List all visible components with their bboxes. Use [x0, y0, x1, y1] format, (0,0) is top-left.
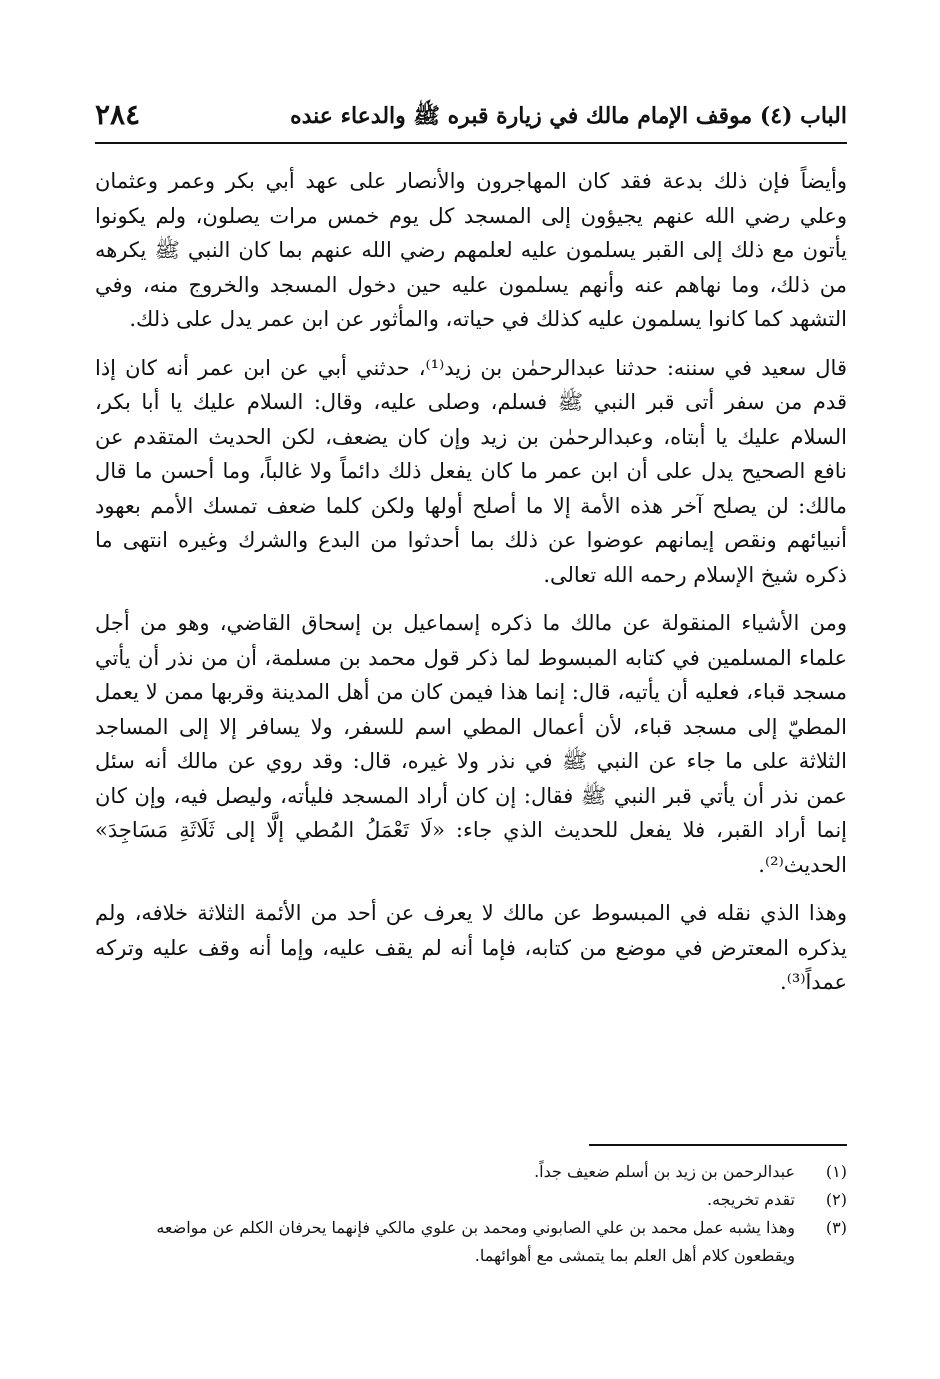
footnote-number: (١) — [825, 1162, 847, 1181]
footnote-1 — [95, 1158, 847, 1186]
footnote-number: (٢) — [825, 1190, 847, 1209]
footnote-2 — [95, 1186, 847, 1214]
footnote-3 — [95, 1214, 847, 1270]
footnote-text: عبدالرحمن بن زيد بن أسلم ضعيف جداً. — [534, 1162, 795, 1181]
paragraph-2: قال سعيد في سننه: حدثنا عبدالرحمٰن بن زيد⁽¹⁾، حدثني أبي عن ابن عمر أنه كان إذا قدم من سفر أتى قبر النبي ﷺ فسلم، وصلى عليه، وقال: السلام عليك يا أبا بكر، السلام عليك يا أبتاه، وعبدالرحمٰن بن زيد وإن كان يضعف، لكن الحديث المتقدم عن نافع الصحيح يدل على أن ابن عمر ما كان يفعل ذلك دائماً ولا غالباً، وما أحسن ما قال مالك: لن يصلح آخر هذه الأمة إلا ما أصلح أولها ولكن كلما ضعف تمسك الأمم بعهود أنبيائهم ونقص إيمانهم عوضوا عن ذلك بما أحدثوا من البدع والشرك وغيره انتهى ما ذكره شيخ الإسلام رحمه الله تعالى. — [95, 355, 847, 587]
footnote-text: تقدم تخريجه. — [707, 1190, 795, 1209]
book-page — [95, 96, 847, 1336]
footnote-number: (٣) — [825, 1218, 847, 1237]
chapter-title: الباب (٤) موقف الإمام مالك في زيارة قبره ﷺ والدعاء عنده — [290, 103, 847, 129]
footnote-separator — [589, 1144, 847, 1146]
page-number: ٢٨٤ — [95, 98, 141, 131]
main-text — [95, 164, 847, 1000]
paragraph-4: وهذا الذي نقله في المبسوط عن مالك لا يعرف عن أحد من الأئمة الثلاثة خلافه، ولم يذكره المعترض في موضع من كتابه، فإما أنه لم يقف عليه، وإما أنه وقف عليه وتركه عمداً⁽³⁾. — [95, 901, 847, 994]
page-header — [95, 96, 847, 144]
paragraph-3: ومن الأشياء المنقولة عن مالك ما ذكره إسماعيل بن إسحاق القاضي، وهو من أجل علماء المسلمين في كتابه المبسوط لما ذكر قول محمد بن مسلمة، أن من نذر أن يأتي مسجد قباء، فعليه أن يأتيه، قال: إنما هذا فيمن كان من أهل المدينة وقربها ممن لا يعمل المطيّ إلى مسجد قباء، لأن أعمال المطي اسم للسفر، ولا يسافر إلا إلى المساجد الثلاثة على ما جاء عن النبي ﷺ في نذر ولا غيره، قال: وقد روي عن مالك أنه سئل عمن نذر أن يأتي قبر النبي ﷺ فقال: إن كان أراد المسجد فليأته، وليصل فيه، وإن كان إنما أراد القبر، فلا يفعل للحديث الذي جاء: «لَا تَعْمَلُ المُطي إلَّا إلى ثَلَاثَةِ مَسَاجِدَ» الحديث⁽²⁾. — [95, 611, 847, 877]
footnotes — [95, 1158, 847, 1270]
footnote-text: وهذا يشبه عمل محمد بن علي الصابوني ومحمد بن علوي مالكي فإنهما يحرفان الكلم عن مواضعه ويقطعون كلام أهل العلم بما يتمشى مع أهوائهما. — [156, 1218, 795, 1265]
paragraph-1: وأيضاً فإن ذلك بدعة فقد كان المهاجرون والأنصار على عهد أبي بكر وعمر وعثمان وعلي رضي الله عنهم يجيؤون إلى المسجد كل يوم خمس مرات يصلون، ولم يكونوا يأتون مع ذلك إلى القبر يسلمون عليه لعلمهم رضي الله عنهم بما كان النبي ﷺ يكرهه من ذلك، وما نهاهم عنه وأنهم يسلمون عليه حين دخول المسجد والخروج منه، وفي التشهد كما كانوا يسلمون عليه كذلك في حياته، والمأثور عن ابن عمر يدل على ذلك. — [95, 169, 847, 331]
